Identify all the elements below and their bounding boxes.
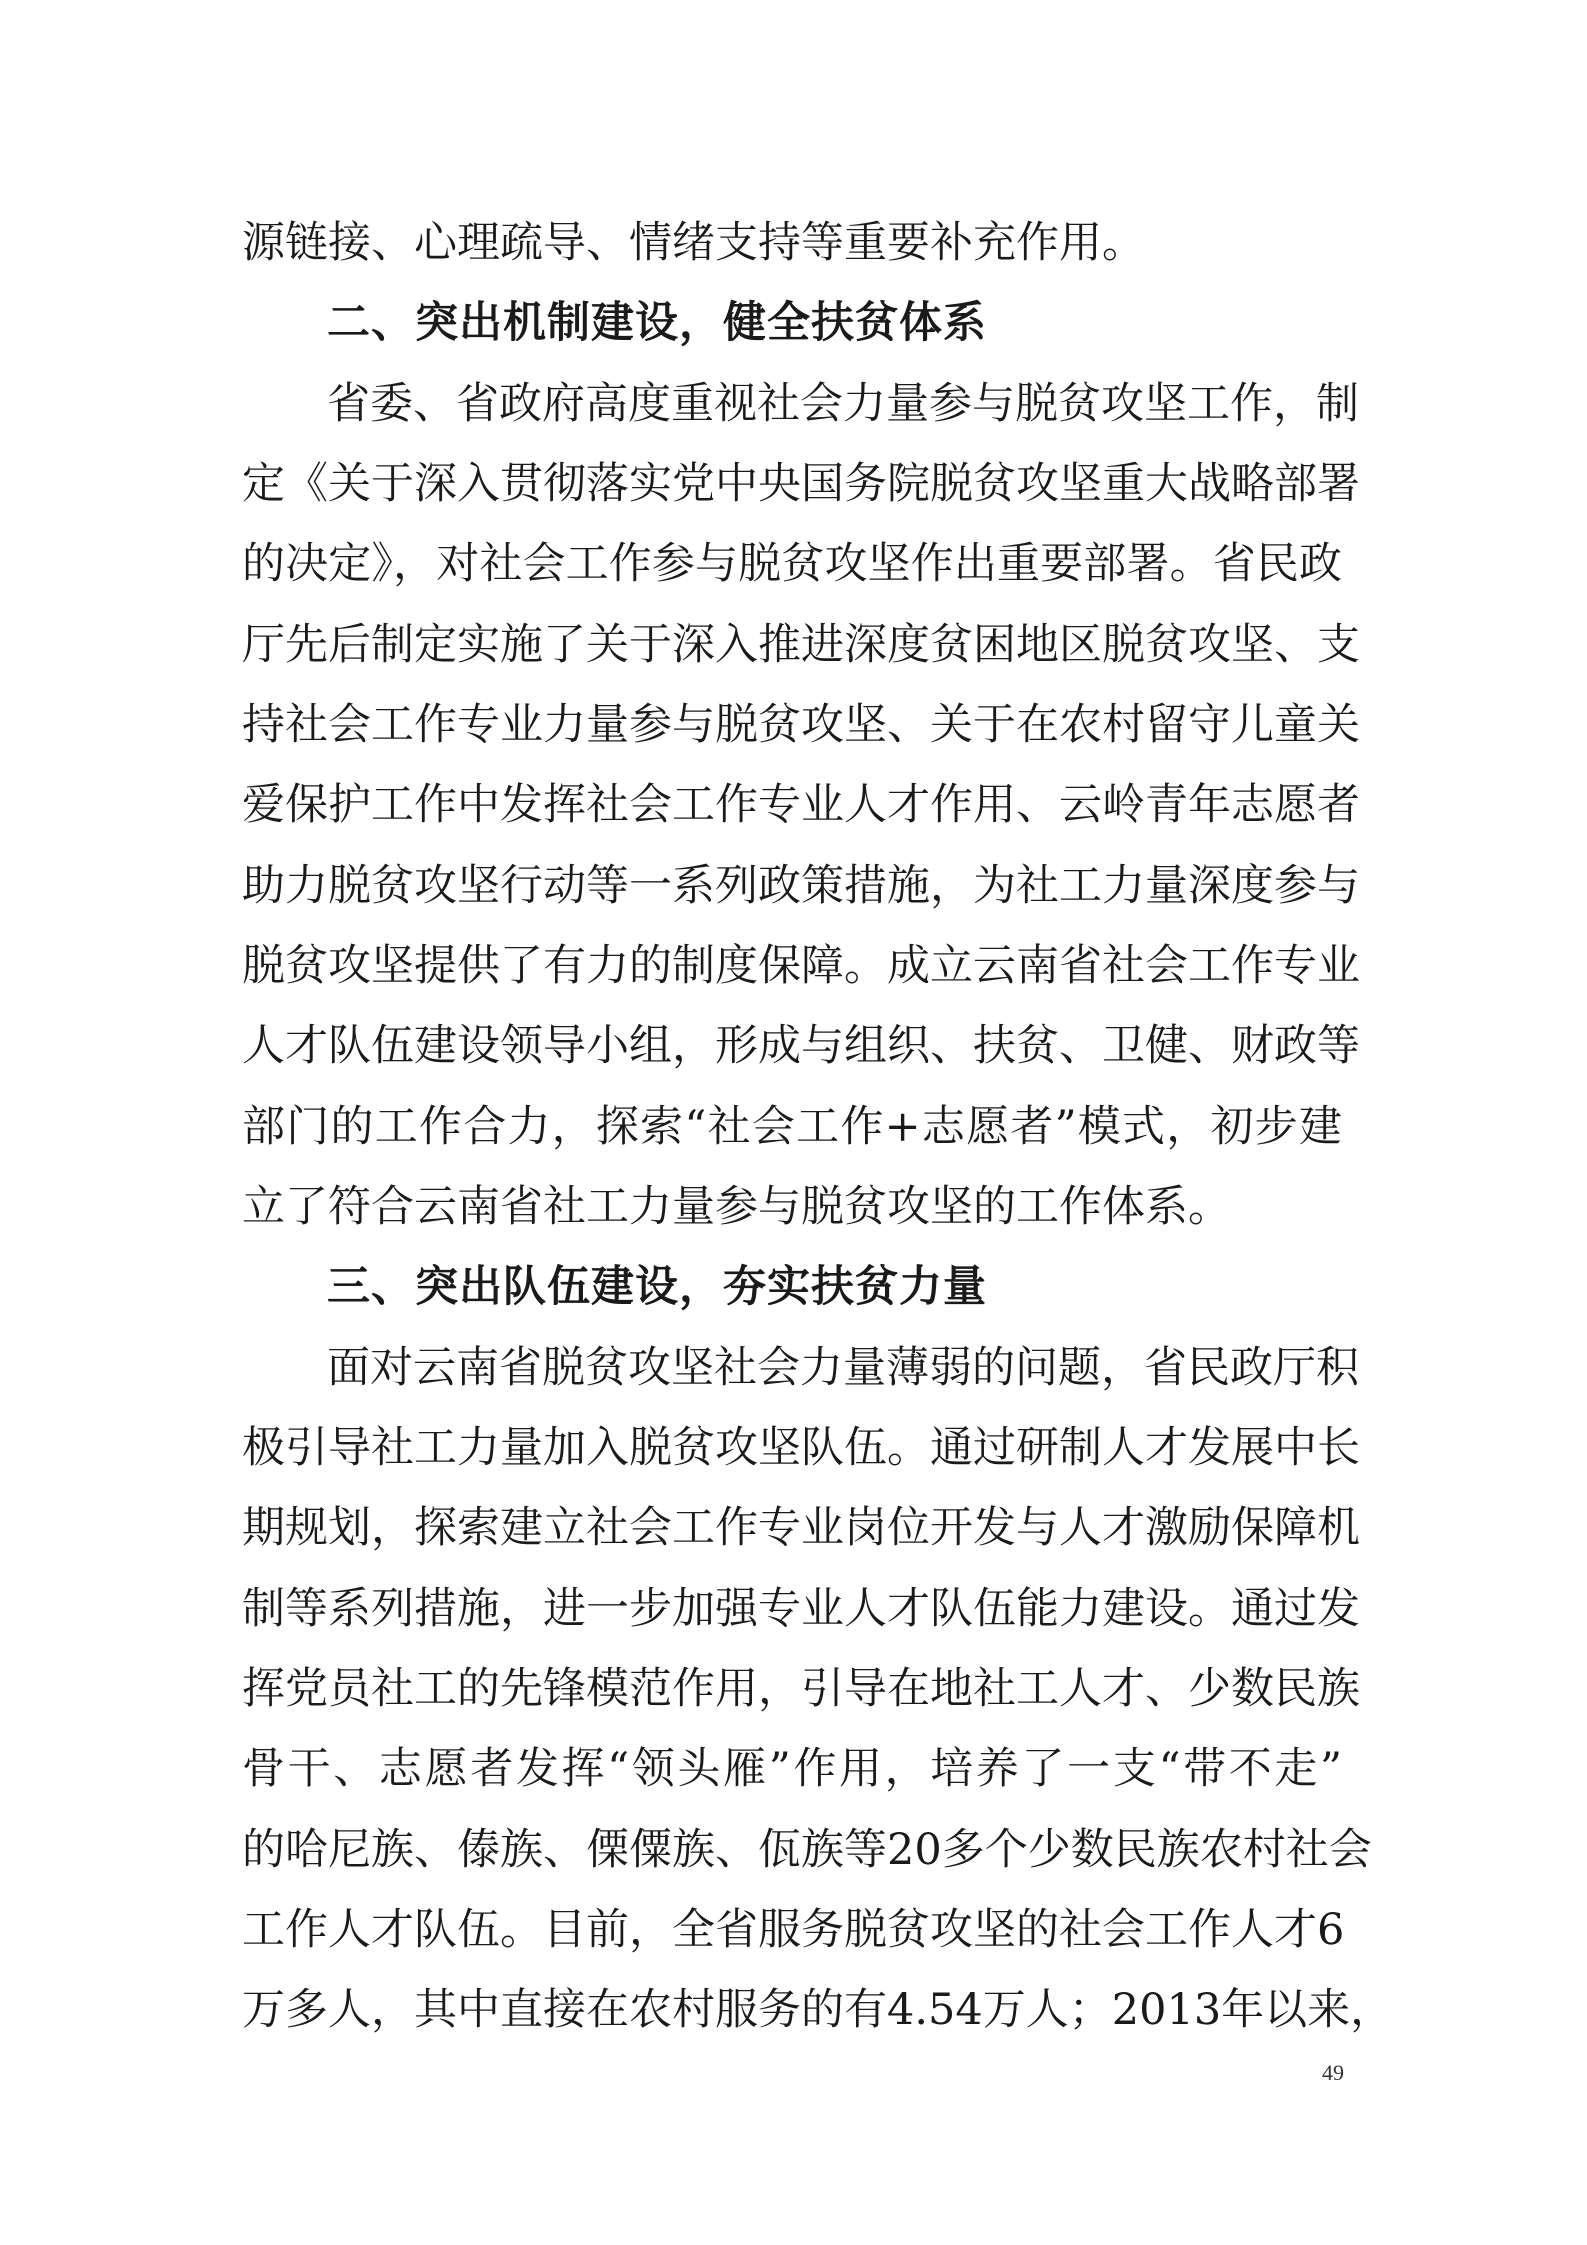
body-text-line: 的决定》，对社会工作参与脱贫攻坚作出重要部署。省民政 — [242, 539, 1342, 589]
body-text-line: 万多人，其中直接在农村服务的有4.54万人；2013年以来， — [242, 1985, 1394, 2035]
body-text-line: 的哈尼族、傣族、傈僳族、佤族等20多个少数民族农村社会 — [242, 1825, 1372, 1875]
body-text-line: 制等系列措施，进一步加强专业人才队伍能力建设。通过发 — [242, 1584, 1360, 1634]
body-text-line: 源链接、心理疏导、情绪支持等重要补充作用。 — [242, 218, 1145, 268]
body-text-line: 人才队伍建设领导小组，形成与组织、扶贫、卫健、财政等 — [242, 1021, 1360, 1071]
body-text-line: 立了符合云南省社工力量参与脱贫攻坚的工作体系。 — [242, 1182, 1231, 1232]
body-text-line: 工作人才队伍。目前，全省服务脱贫攻坚的社会工作人才6 — [242, 1905, 1345, 1955]
body-text-line: 脱贫攻坚提供了有力的制度保障。成立云南省社会工作专业 — [242, 941, 1360, 991]
paragraph-first-line: 省委、省政府高度重视社会力量参与脱贫攻坚工作，制 — [327, 379, 1359, 429]
body-text-line: 定《关于深入贯彻落实党中央国务院脱贫攻坚重大战略部署 — [242, 459, 1360, 509]
page-number: 49 — [1322, 2060, 1344, 2085]
body-text-line: 挥党员社工的先锋模范作用，引导在地社工人才、少数民族 — [242, 1664, 1360, 1714]
paragraph-first-line: 面对云南省脱贫攻坚社会力量薄弱的问题，省民政厅积 — [327, 1343, 1359, 1393]
body-text-line: 助力脱贫攻坚行动等一系列政策措施，为社工力量深度参与 — [242, 861, 1360, 911]
body-text-line: 极引导社工力量加入脱贫攻坚队伍。通过研制人才发展中长 — [242, 1423, 1360, 1473]
body-text-line: 骨干、志愿者发挥“领头雁”作用，培养了一支“带不走” — [242, 1744, 1342, 1794]
section-heading: 二、突出机制建设，健全扶贫体系 — [327, 298, 987, 348]
section-heading: 三、突出队伍建设，夯实扶贫力量 — [327, 1262, 987, 1312]
body-text-line: 爱保护工作中发挥社会工作专业人才作用、云岭青年志愿者 — [242, 780, 1360, 830]
body-text-line: 持社会工作专业力量参与脱贫攻坚、关于在农村留守儿童关 — [242, 700, 1360, 750]
body-text-line: 期规划，探索建立社会工作专业岗位开发与人才激励保障机 — [242, 1503, 1360, 1553]
body-text-line: 部门的工作合力，探索“社会工作+志愿者”模式，初步建 — [242, 1102, 1342, 1152]
body-text-line: 厅先后制定实施了关于深入推进深度贫困地区脱贫攻坚、支 — [242, 620, 1360, 670]
